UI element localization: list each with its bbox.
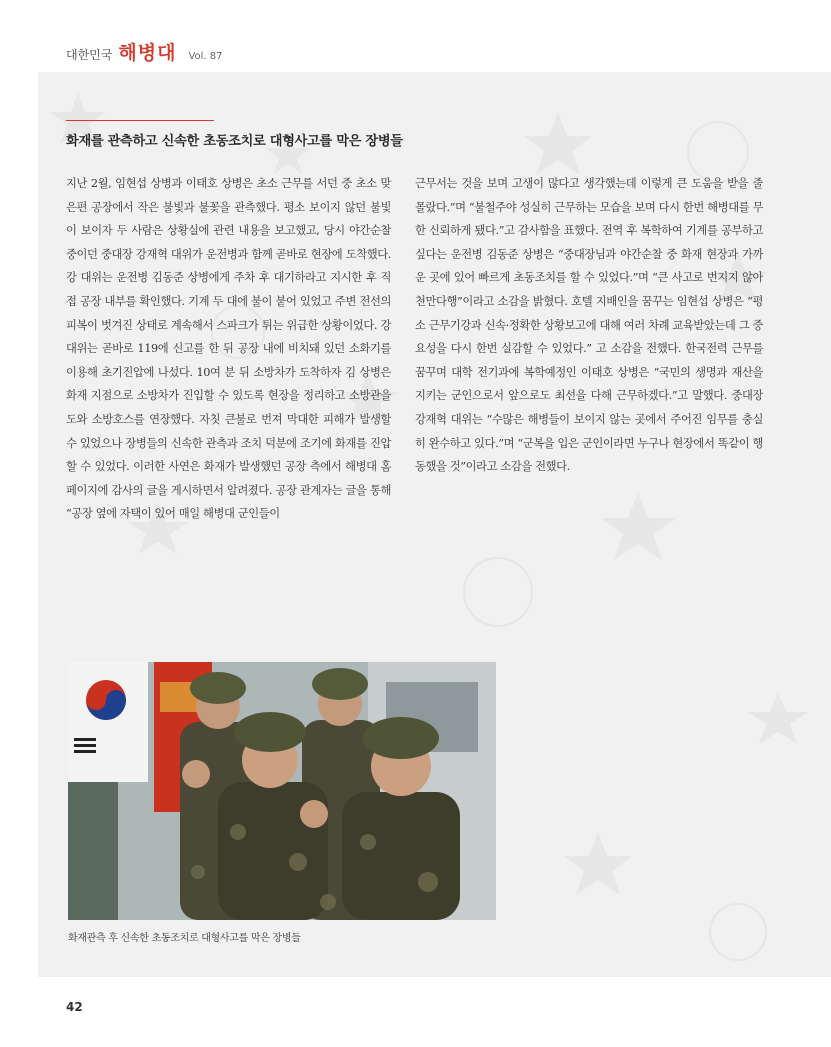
article-heading: 화재를 관측하고 신속한 초동조치로 대형사고를 막은 장병들 — [66, 134, 403, 149]
marines-photo-illustration — [68, 662, 496, 920]
article-column-left: 지난 2월, 임현섭 상병과 이태호 상병은 초소 근무를 서던 중 초소 맞은편 공장에서 작은 불빛과 불꽃을 관측했다. 평소 보이지 않던 불빛이 보이자 두 사람은 상황실에 관련 내용을 보고했고, 당시 야간순찰 중이던 중대장 강재혁 대위가 운전병과 함께 곧바로 현장에 도착했다. 강 대위는 운전병 김동준 상병에게 주차 후 대기하라고 지시한 후 직접 공장 내부를 확인했다. 기계 두 대에 불이 붙어 있었고 주변 전선의 피복이 벗겨진 상태로 계속해서 스파크가 튀는 위급한 상황이었다. 강 대위는 곧바로 119에 신고를 한 뒤 공장 내에 비치돼 있던 소화기를 이용해 초기진압에 나섰다. 10여 분 뒤 소방차가 도착하자 김 상병은 화재 지점으로 소방차가 진입할 수 있도록 현장을 정리하고 소방관을 도와 소방호스를 연장했다. 자칫 큰불로 번져 막대한 피해가 발생할 수 있었으나 장병들의 신속한 관측과 조치 덕분에 조기에 화재를 진압할 수 있었다. 이러한 사연은 화재가 발생했던 공장 측에서 해병대 홈페이지에 감사의 글을 게시하면서 알려졌다. 공장 관계자는 글을 통해 “공장 옆에 자택이 있어 매일 해병대 군인들이 — [66, 177, 391, 521]
korean-flag-icon — [68, 662, 148, 782]
article-panel — [38, 72, 831, 977]
article-photo — [68, 662, 496, 920]
masthead — [66, 38, 222, 64]
page-number: 42 — [66, 1000, 83, 1014]
photo-caption: 화재관측 후 신속한 초동조치로 대형사고를 막은 장병들 — [68, 933, 301, 944]
masthead-country: 대한민국 — [66, 48, 113, 62]
masthead-brand-logo: 해병대 — [118, 42, 177, 64]
heading-accent-rule — [66, 120, 214, 121]
masthead-volume: Vol. 87 — [188, 51, 223, 62]
article-column-right: 근무서는 것을 보며 고생이 많다고 생각했는데 이렇게 큰 도움을 받을 줄 몰랐다.”며 “불철주야 성실히 근무하는 모습을 보며 다시 한번 해병대를 무한 신뢰하게 됐다.”고 감사함을 표했다. 전역 후 복학하여 기계를 공부하고 싶다는 운전병 김동준 상병은 “중대장님과 야간순찰 중 화재 현장과 가까운 곳에 있어 빠르게 초동조치를 할 수 있었다.”며 “큰 사고로 번지지 않아 천만다행”이라고 소감을 밝혔다. 호텔 지배인을 꿈꾸는 임현섭 상병은 “평소 근무기강과 신속·정확한 상황보고에 대해 여러 차례 교육받았는데 그 중요성을 다시 한번 실감할 수 있었다.” 고 소감을 전했다. 한국전력 근무를 꿈꾸며 대학 전기과에 복학예정인 이태호 상병은 “국민의 생명과 재산을 지키는 군인으로서 앞으로도 최선을 다해 근무하겠다.”고 말했다. 중대장 강재혁 대위는 “수많은 해병들이 보이지 않는 곳에서 주어진 임무를 충실히 완수하고 있다.”며 “군복을 입은 군인이라면 누구나 현장에서 똑같이 행동했을 것”이라고 소감을 전했다. — [415, 177, 763, 474]
